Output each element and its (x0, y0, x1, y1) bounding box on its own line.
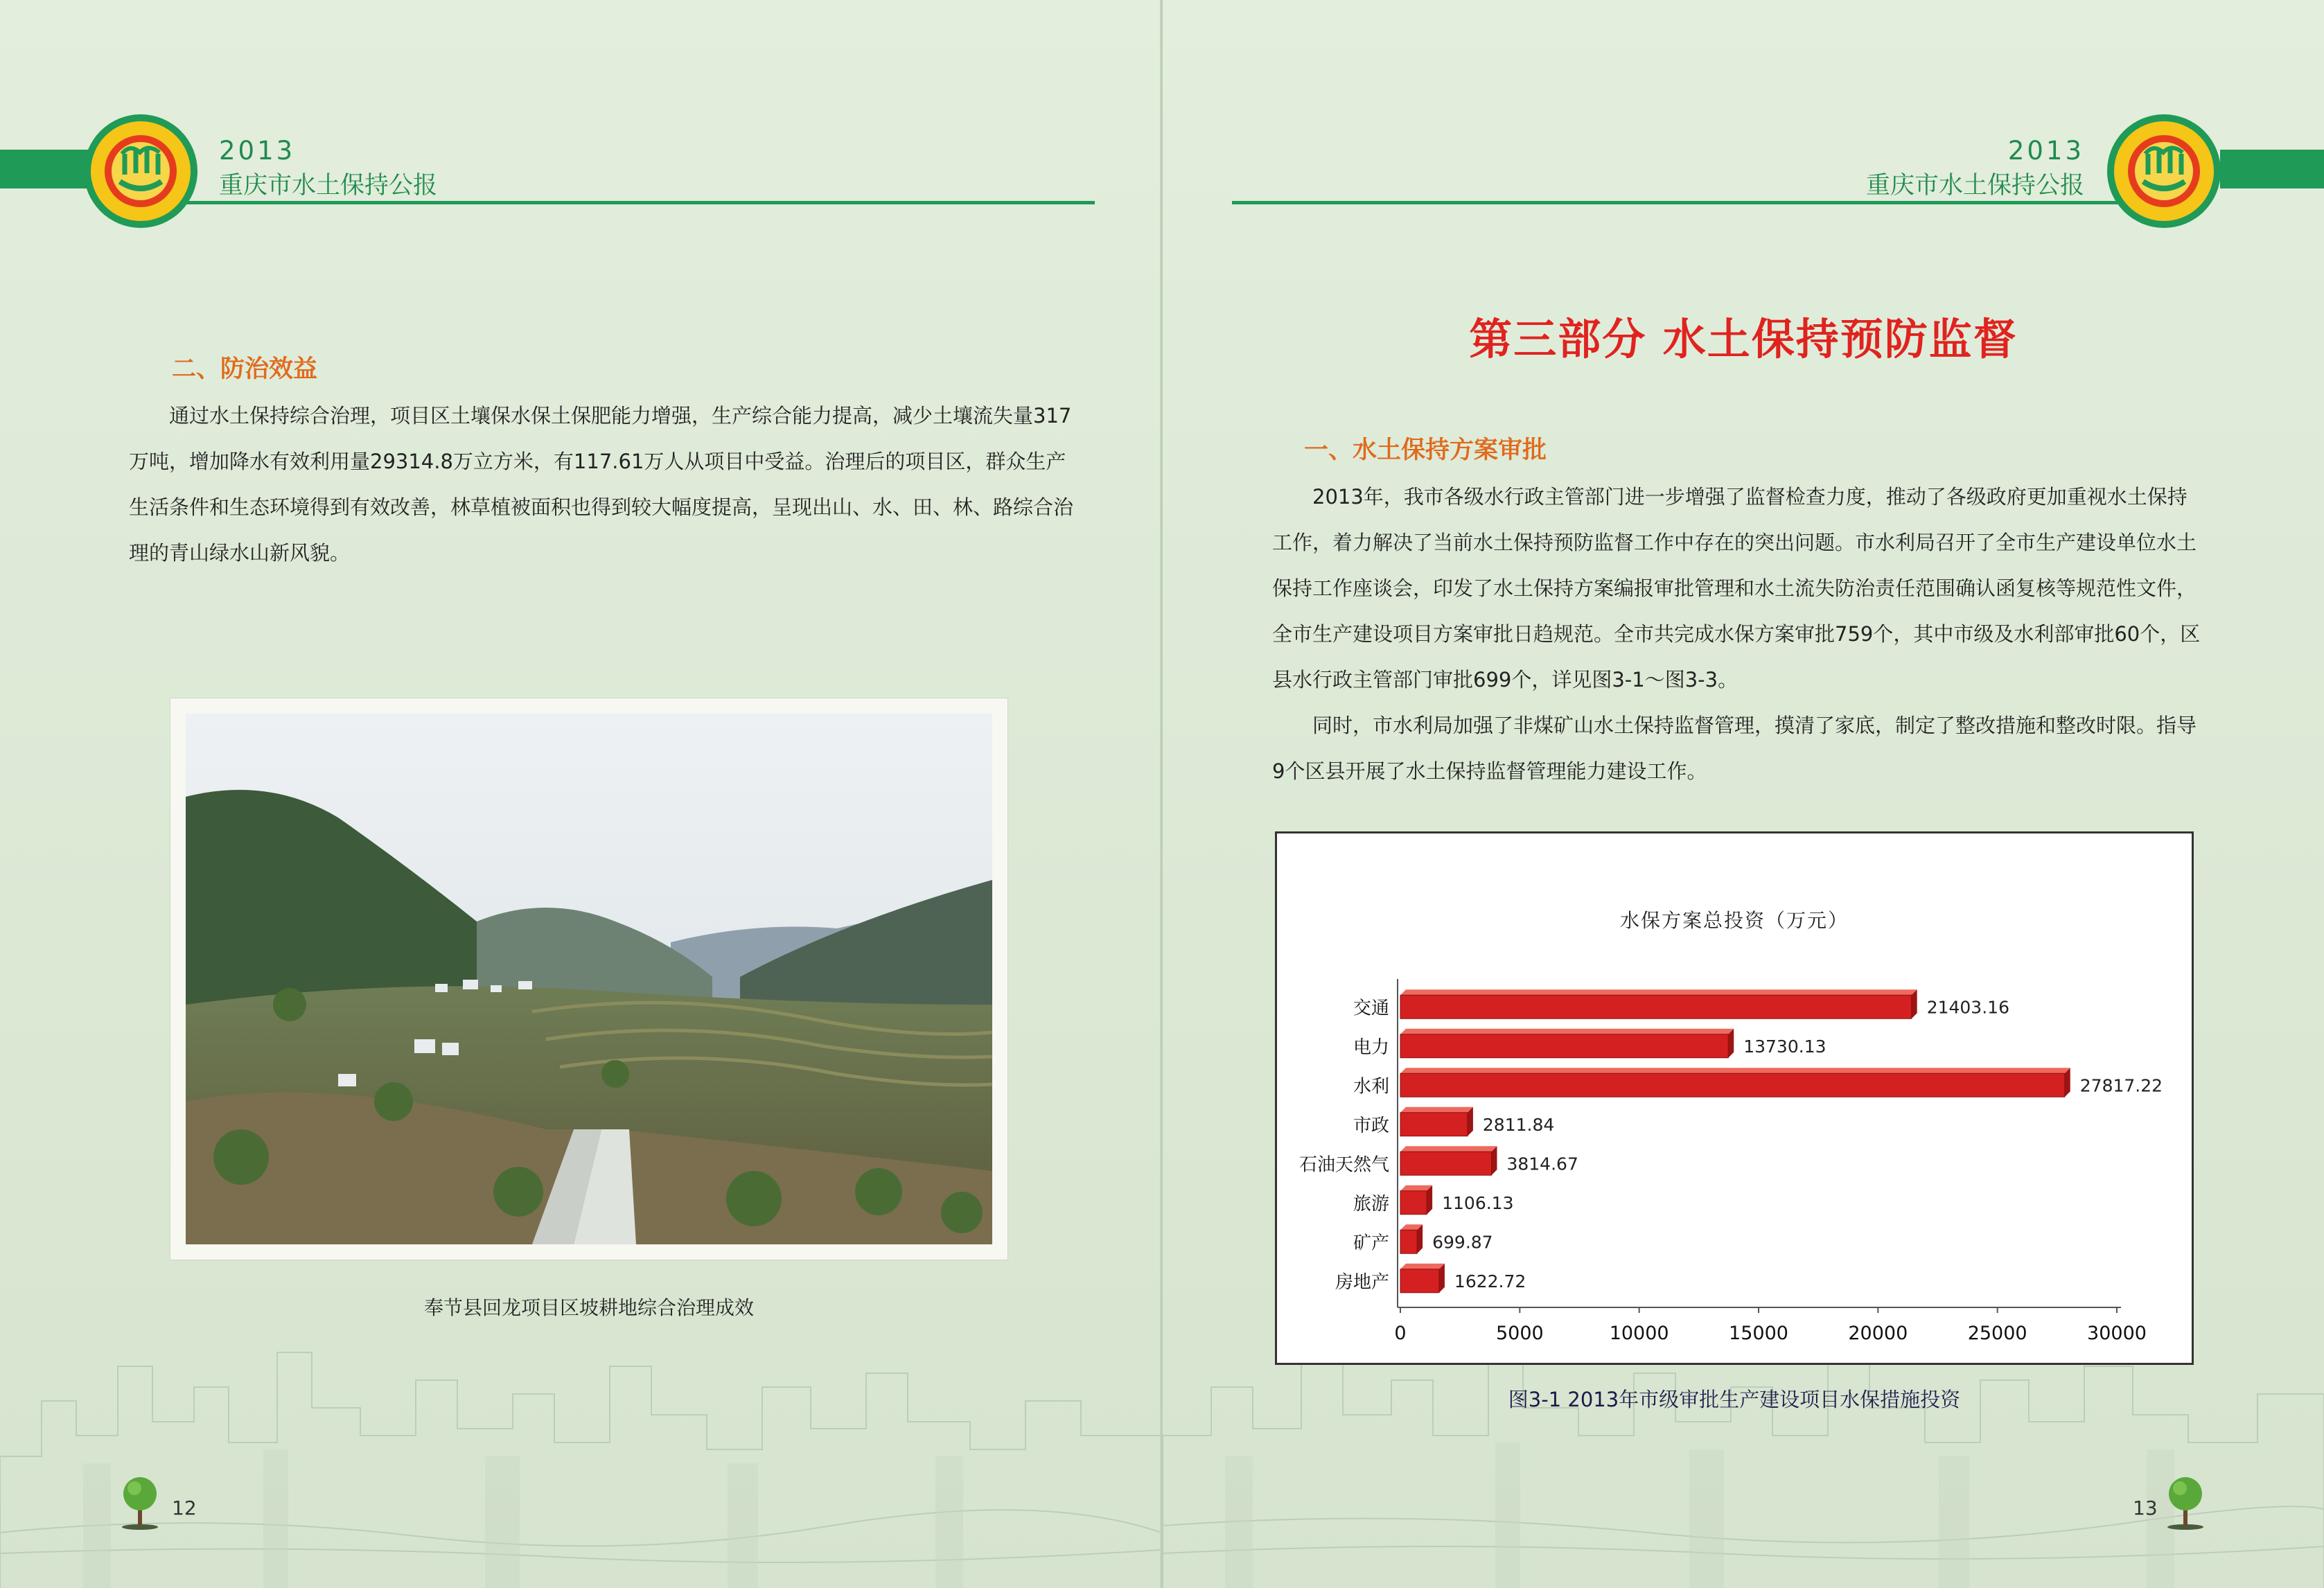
paragraph-2: 同时，市水利局加强了非煤矿山水土保持监督管理，摸清了家底，制定了整改措施和整改时限。指导9个区县开展了水土保持监督管理能力建设工作。 (1272, 714, 2197, 783)
right-page (1163, 0, 2324, 1588)
left-page (0, 0, 1161, 1588)
tree-icon (2165, 1474, 2206, 1530)
body-paragraph (129, 393, 1082, 576)
category-label: 交通 (1353, 998, 1389, 1019)
value-label: 27817.22 (2079, 1075, 2163, 1096)
header-band (2220, 150, 2324, 188)
part-title: 第三部分 水土保持预防监督 (1469, 314, 2018, 364)
bar (1400, 1113, 1468, 1136)
category-label: 旅游 (1353, 1193, 1389, 1215)
category-label: 石油天然气 (1299, 1154, 1389, 1176)
category-label: 矿产 (1353, 1233, 1389, 1254)
bar (1400, 1230, 1417, 1253)
section-heading: 一、水土保持方案审批 (1304, 436, 1547, 464)
soil-conservation-logo-icon (2105, 112, 2223, 230)
x-tick-label: 5000 (1495, 1323, 1544, 1344)
header-title: 重庆市水土保持公报 (219, 172, 438, 200)
bar-top-face (1400, 989, 1917, 995)
figure-caption: 图3-1 2013年市级审批生产建设项目水保措施投资 (1508, 1388, 1961, 1411)
chart-title: 水保方案总投资（万元） (1619, 909, 1849, 932)
bar-top-face (1400, 1146, 1497, 1152)
bar-top-face (1400, 1029, 1734, 1034)
value-label: 1106.13 (1442, 1192, 1514, 1213)
soil-conservation-logo-icon (82, 112, 200, 230)
city-skyline-watermark (0, 1228, 1161, 1588)
category-label: 房地产 (1335, 1271, 1389, 1293)
bar-top-face (1400, 1107, 1473, 1113)
photo-caption: 奉节县回龙项目区坡耕地综合治理成效 (423, 1296, 754, 1319)
paragraph-1: 2013年，我市各级水行政主管部门进一步增强了监督检查力度，推动了各级政府更加重视水土保持工作，着力解决了当前水土保持预防监督工作中存在的突出问题。市水利局召开了全市生产建设单位水土保持工作座谈会，印发了水土保持方案编报审批管理和水土流失防治责任范围确认函复核等规范性文件，全市生产建设项目方案审批日趋规范。全市共完成水保方案审批759个，其中市级及水利部审批60个，区县水行政主管部门审批699个，详见图3-1～图3-3。 (1272, 485, 2201, 691)
bar-top-face (1400, 1264, 1445, 1269)
bar (1400, 1152, 1491, 1175)
category-label: 水利 (1353, 1076, 1389, 1097)
x-tick-label: 20000 (1848, 1323, 1908, 1344)
category-label: 市政 (1353, 1115, 1389, 1136)
bar (1400, 1073, 2065, 1097)
bar-top-face (1400, 1185, 1432, 1191)
header-year: 2013 (2007, 136, 2084, 166)
bar-top-face (1400, 1068, 2070, 1073)
header-rule (1232, 201, 2154, 204)
x-tick-label: 15000 (1729, 1323, 1788, 1344)
paragraph-text: 通过水土保持综合治理，项目区土壤保水保土保肥能力增强，生产综合能力提高，减少土壤流失量317万吨，增加降水有效利用量29314.8万立方米，有117.61万人从项目中受益。治理后的项目区，群众生产生活条件和生态环境得到有效改善，林草植被面积也得到较大幅度提高，呈现出山、水、田、林、路综合治理的青山绿水山新风貌。 (129, 404, 1074, 565)
bar-chart-panel (1275, 831, 2194, 1365)
x-tick-label: 10000 (1609, 1323, 1669, 1344)
value-label: 699.87 (1432, 1232, 1493, 1253)
value-label: 1622.72 (1454, 1271, 1526, 1291)
category-label: 电力 (1353, 1036, 1389, 1058)
x-tick-label: 25000 (1967, 1323, 2027, 1344)
mountain-terrace-photo (186, 714, 992, 1244)
x-tick-label: 0 (1394, 1323, 1407, 1344)
tree-icon (119, 1474, 161, 1530)
bar (1400, 1191, 1427, 1215)
value-label: 3814.67 (1506, 1154, 1578, 1174)
value-label: 21403.16 (1926, 997, 2009, 1018)
x-tick-label: 30000 (2087, 1323, 2147, 1344)
header-rule (173, 201, 1095, 204)
value-label: 2811.84 (1482, 1114, 1555, 1135)
investment-bar-chart (1277, 833, 2192, 1363)
photo-frame (170, 698, 1007, 1260)
bar (1400, 995, 1912, 1018)
bar (1400, 1034, 1728, 1058)
body-text-block (1272, 474, 2201, 794)
page-number: 12 (172, 1497, 197, 1519)
header-year: 2013 (219, 136, 296, 166)
header-title: 重庆市水土保持公报 (1865, 172, 2084, 200)
bar (1400, 1269, 1439, 1293)
section-heading: 二、防治效益 (172, 355, 318, 383)
value-label: 13730.13 (1743, 1036, 1826, 1057)
page-number: 13 (2133, 1497, 2158, 1519)
